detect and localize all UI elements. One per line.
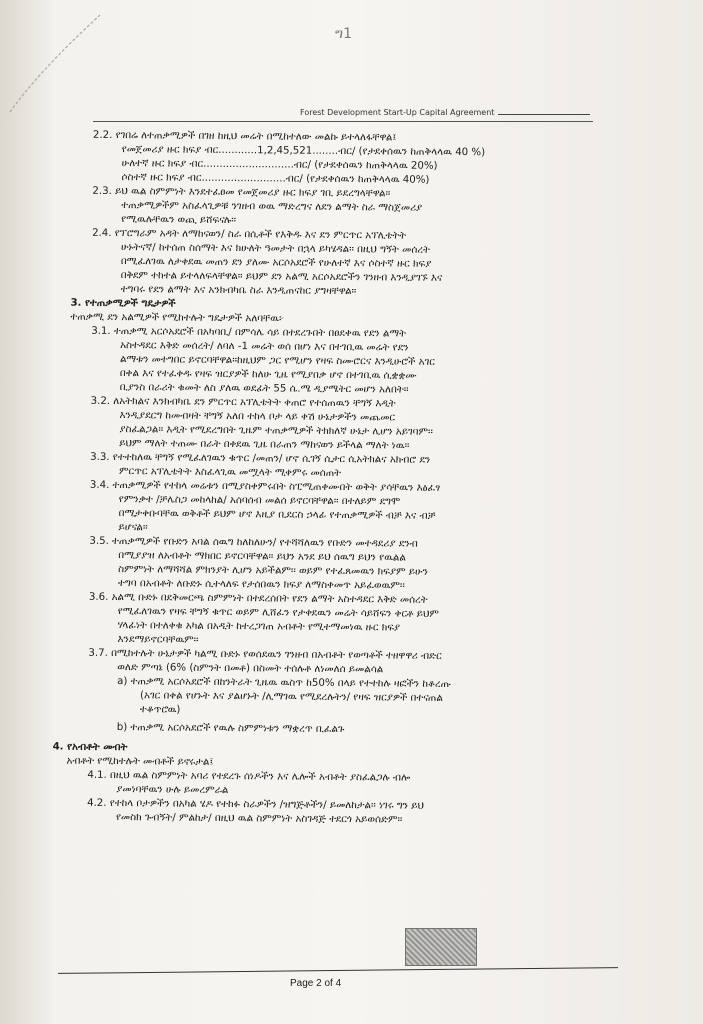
text-line: ወለድ ምጣኔ (6% (ስምንት በመቶ) በስመት ተሰሉቶ ለነመለሰ ይመልሳል [117,662,384,676]
text-line: የመጀመሪያ ዙር ክፍያ ብር............1,2,45,521........ብር/ (የታደቀሰዉን ከጠቅላላዉ 40 %) [121,144,486,159]
document-body [0,128,703,826]
text-line: ተግባ በአብቶት ለቡድኑ ሲተላለፍ የታሰበዉን ክፍያ ለማስቀመጥ አይፈወዉም፡፡ [117,578,405,592]
header-rule [498,114,590,115]
text-line: 4. የአብቶት መብት [52,741,128,754]
text-line: ያመነባቸዉን ሁሉ ይመረምራል [116,784,229,797]
text-line: a) ተጠቃሚ አርሶአደሮች በከንትራት ጊዜዉ ዉስጥ ከ50% በላይ የተተከሉ ዛፎችን ከቆረጡ [117,676,451,690]
text-line: ተጠቃሚ ደን አልሚዎች የሚከተሉት ግዴታዎች አለባቸዉ፦ [70,311,285,325]
header-title: Forest Development Start-Up Capital Agreement [300,108,495,117]
text-line: በቀል እና የተፈቀዱ የዛፍ ዝርያዎች ከለሁ ጊዜ የሚያበቃ ሆኖ በተገቢዉ ሲቋቋሙ [119,368,417,382]
text-line: ሃላፊነት በተለቀቁ አካል በአዲት ከተረጋገጠ አብቶት የሚተማመነዉ ዙር ክፍያ [117,620,401,634]
text-line: የሚፈለገዉን የዛፍ ቸግኝ ቁጥር ወይም ሊሸፈን የታቀደዉን መሬት ሳይሸፍን ቀርቶ ይህም [117,606,439,620]
text-line: ይሆናል፡፡ [118,522,148,534]
page-number: Page 2 of 4 [290,978,342,989]
text-line: በሚያያዝ ለአብቶት ማክበር ይኖርባቸዋል፡፡ ይህን አንደ ይህ ሰዉግ ይህን የዉልል [118,550,406,564]
bottom-divider [58,967,618,974]
text-line: 2.2. የገበሬ ለተጠቃሚዎች በገዘ ከዚህ መሬት በሚከተለው መልኩ ይተላለፋቸዋል፤ [92,129,397,144]
text-line: ምርጥር አፕሊቴትት እስፈላጊዉ መሟላት ሚቀምሩ መሰጠት [118,466,342,479]
text-line: 4.1. በዚህ ዉል ስምምነት አባሪ የተደረጉ ሰነዶችን እና ሌሎች አብቶት ያስፈልጋሉ ብሎ [87,769,411,784]
text-line: ተግባሩ የደን ልማት እና አንክብካቤ ስራ እንዲጠናከር ያግዛቸዋል፡፡ [120,284,357,298]
text-line: 3.2. ለአትክልና እንክብካቤ ደን ምርጥር አፕሊቴትት ቀጠሮ የተሰጠዉን ቸግኝ እዲት [90,395,396,410]
text-line: አብቶት የሚከተሉት መብቶች ይኖሩታል፤ [66,755,214,768]
seal-stamp [405,928,477,966]
text-line: 2.4. የፕሮግራም አዳት ለማከናወን/ ስራ በሲቶች የእቅዱ እና ደን ምርጥር አፕሊቴትት [92,227,407,242]
text-line: ልማቱን መተግበር ይኖርባቸዋል።ከዚህም ጋር የሚሆን የዛፍ ስሙሮርና እንዲሁሮች አገር [119,354,435,368]
text-line: የምንቃተ /ቻሌስጋ መከላከል/ አሰባሰብ መልሰ ይኖርባቸዋል፡፡ በተለይም ደግሞ [118,494,401,508]
top-handwritten-mark: ግ1 [335,26,353,42]
text-line: በቅደም ተከተል ይተላለፍላቸዋል፡፡ ይህም ደን አልሚ አርሶአደሮችን ገንዘብ እንዲያገኙ እና [120,270,443,284]
text-line: በሚፈለገዉ ለታቀደዉ መጠን ደን ያለሙ አርሶአደሮች የሁለተኛ እና ሶስተኛ ዙር ክፍያ [120,256,432,270]
text-line: (አገር በቀል የሆኑት እና ያልሆኑት /ሊማገዉ የሚደረሉትን/ የዛፍ ዝርያዎች በተናጠል [140,690,443,704]
text-line: ተቆጥሮዉ) [139,704,181,716]
text-line: 2.3. ይህ ዉል ስምምነት እንደተፈፀመ የመጀመሪያ ዙር ክፍያ ገቢ ይደረግላቸዋል፡፡ [92,185,391,200]
text-line: ስምምነት ለማሻሻል ምክንያት ሊሆን አይችልም፡፡ ወይም የተፈጸመዉን ክፍያም ይሁን [118,564,428,578]
text-line: 3.5. ተጠቃሚዎች የቡድን አባል ሰዉግ ከለከለሁን/ የተሻሻለዉን የቡድን መተዳደሪያ ደንብ [89,535,418,550]
text-line: የመስክ ጉብኝት/ ምልከታ/ በዚህ ዉል ስምምነት አስገዳጅ ተደርጎ አይወሰድም፡፡ [115,812,403,826]
text-line: ይህም ማለት ተጠሙ በራት በቀደዉ ጊዜ በራጠን ማከናወን ይችላል ማለት ነዉ፡፡ [119,438,410,452]
text-line: እንዲያደርግ ከመብዛት ቸግኝ አለበ ተከላ ቦታ ላይ ቀሽ ሁኔታዎችን መጨመር [119,410,396,424]
text-line: በሚታቀቡባቸዉ ወቅቶች ይህም ሆኖ እዚያ ቢደርስ ኃላፊ የተጠቃሚዎች ብቻ እና ብቻ [118,508,436,522]
text-line: 3. የተጠቃሚዎች ግዴታዎች [70,297,176,310]
text-line: ተጠቃሚዎችም አስፈላጊዎቹ ንገዘብ ወዉ ማድረግና ለደን ልማት ስራ ማስጀመሪያ [121,200,423,214]
running-header [300,108,590,117]
text-line: እንደማይኖርባቸዉም፡፡ [117,634,199,646]
text-line: 3.6. አልሚ ቡድኑ በደቅመርጫ ስምምነት በተደረሰበት የደን ልማት አስተዳደር እቅድ መሰረት [88,591,428,606]
text-line: ቢያንስ በራሪት ቁመት ለስ ያለዉ ወደፊት 55 ሴ.ሜ ዲያሜትር መሆን አለበት። [119,382,409,396]
pen-stroke-mark [0,0,120,120]
text-line: 3.3. የተተከለዉ ቸግኝ የሚፈለገዉን ቁጥር /መጠን/ ሆኖ ሲገኝ ሲታር ሲአትክልና አክብሮ ደን [90,451,431,466]
text-line: b) ተጠቃሚ አርሶአደሮች የዉሉ ስምምነቱን ማቋረጥ ቢፈልጉ [116,722,345,736]
text-line: የሚዉሉቸዉን ወጪ ይሸፍናሉ፡፡ [121,214,237,227]
text-line: ያስፈልጋል፡፡ እዲት የሚደረግበት ጊዜም ተጠቃሚዎች ትክክለኛ ሁኔታ ሊሆን አይገባም፡፡ [119,424,433,438]
text-line: 3.4. ተጠቃሚዎች የተከላ መሬቱን በሚያስቀምሩበት ስፒሚጠቀሙበት ወቅት ያሳቸዉን እፅፈፃ [89,479,441,494]
text-line: አስተዳደር እቅድ መሰረት/ ለባለ -1 መሬት ወሰ በሆነ እና በተገቢዉ መሬት የደን [120,340,409,354]
text-line: ሶስተኛ ዙር ክፍያ ብር..........................ብር/ (የታደቀሰዉን ከጠቅላላዉ 40%) [121,172,430,186]
text-line: ሁለተኛ ዙር ክፍያ ብር............................ብር/ (የታደቀሰዉን ከጠቅላላዉ 20%) [121,158,438,172]
text-line: 4.2. የተከላ ቦታዎችን በአካል ሄዶ የተከፉ ስራዎችን /ዝግጅቶችን/ ይመለከታል፡፡ ነገሩ ግን ይህ [87,797,425,812]
text-line: 3.7. በሚከተሉት ሁኔታዎች ካልሚ ቡድኑ የወሰደዉን ገንዘብ በአብቶት የወጣቶች ተዘዋዋሪ ብድር [88,647,442,662]
text-line: ሁኑትናኛ/ ከተሰጠ ስሰማት እና ክሁለት ዓመታት በኋላ ይካሄዳል፡፡ በዚህ ግኝት መሰረት [120,242,430,256]
top-divider [93,121,593,122]
text-line: 3.1. ተጠቃሚ አርሶአደሮች በአካባቢ/ በምሳሌ ሳይ በተደረጉበት በፀደቀዉ የደን ልማት [91,325,407,340]
